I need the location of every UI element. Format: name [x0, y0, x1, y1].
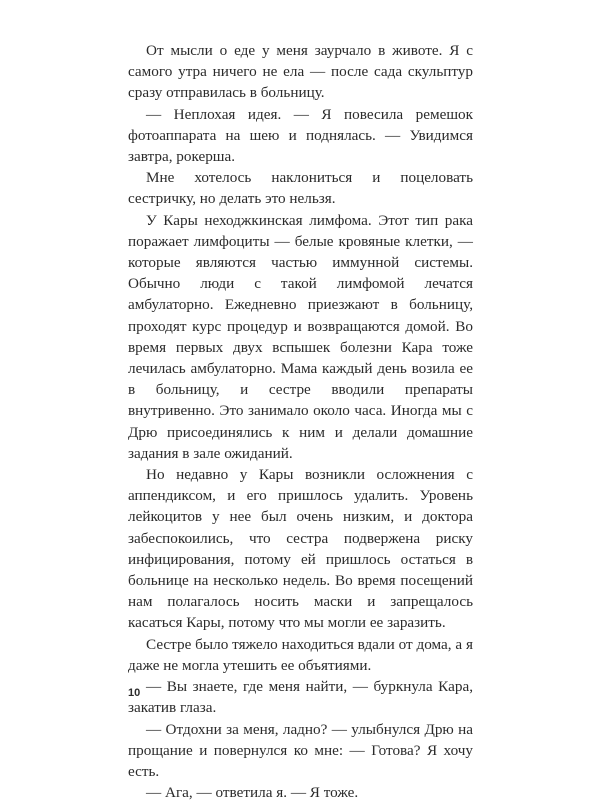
- body-text: [128, 40, 473, 803]
- paragraph: У Кары неходжкинская лимфома. Этот тип рака поражает лимфоциты — белые кровяные клетки, — которые являются частью иммунной системы. Обычно люди с такой лимфомой лечатся амбулаторно. Ежедневно приезжают в больницу, проходят курс процедур и возвращаются домой. Во время первых двух вспышек болезни Кара тоже лечилась амбулаторно. Мама каждый день возила ее в больницу, и сестре вводили препараты внутривенно. Это занимало около часа. Иногда мы с Дрю присоединялись к ним и делали домашние задания в зале ожиданий.: [128, 211, 473, 462]
- paragraph: — Отдохни за меня, ладно? — улыбнулся Дрю на прощание и повернулся ко мне: — Готова? Я хочу есть.: [128, 720, 473, 780]
- paragraph: Сестре было тяжело находиться вдали от дома, а я даже не могла утешить ее объятиями.: [128, 635, 473, 674]
- paragraph: — Ага, — ответила я. — Я тоже.: [146, 784, 359, 802]
- paragraph: — Вы знаете, где меня найти, — буркнула Кара, закатив глаза.: [128, 678, 473, 717]
- paragraph: Мне хотелось наклониться и поцеловать сестричку, но делать это нельзя.: [128, 169, 473, 208]
- page-number: 10: [128, 687, 141, 699]
- paragraph: От мысли о еде у меня заурчало в животе. Я с самого утра ничего не ела — после сада скульптур сразу отправилась в больницу.: [128, 42, 473, 102]
- paragraph: — Неплохая идея. — Я повесила ремешок фотоаппарата на шею и поднялась. — Увидимся завтра, рокерша.: [128, 105, 473, 166]
- paragraph: Но недавно у Кары возникли осложнения с аппендиксом, и его пришлось удалить. Уровень лейкоцитов у нее был очень низким, и доктора забеспокоились, что сестра подвержена риску инфицирования, потому ей пришлось остаться в больнице на несколько недель. Во время посещений нам полагалось носить маски и запрещалось касаться Кары, потому что мы могли ее заразить.: [128, 466, 473, 632]
